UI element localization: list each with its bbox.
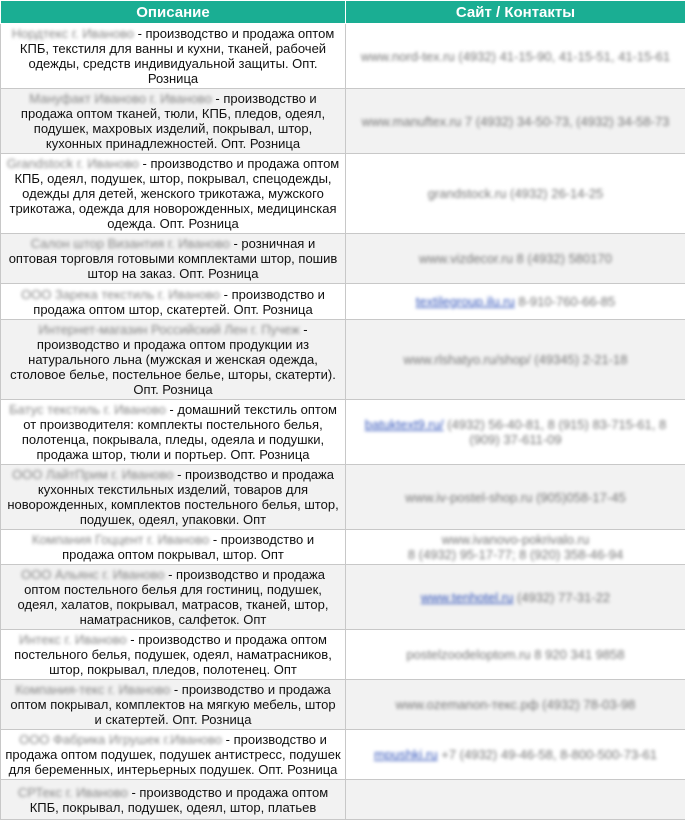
contact-info: grandstock.ru (4932) 26-14-25 xyxy=(350,186,681,201)
company-description: - производство и продажа оптом КПБ, одеял, подушек, штор, покрывал, спецодежды, одежды для детей, женского трикотажа, мужского трикотажа, одежда для новорожденных, медицинская одежда. Опт. Розница xyxy=(10,156,340,231)
company-description: - розничная и оптовая торговля готовыми комплектами штор, пошив штор на заказ. Опт. Розница xyxy=(9,236,338,281)
contact-cell xyxy=(346,780,685,820)
contact-info: www.rlshatyo.ru/shop/ (49345) 2-21-18 xyxy=(350,352,681,367)
company-name: Интернет-магазин Российский Лен г. Пучеж xyxy=(38,322,299,337)
company-name: Grandstock г. Иваново xyxy=(7,156,139,171)
table-row xyxy=(1,730,685,780)
contact-info: www.ivanovo-pokrivalo.ru xyxy=(350,532,681,547)
company-name: Батус текстиль г. Иваново xyxy=(9,402,166,417)
company-name: ООО Фабрика Игрушек г.Иваново xyxy=(19,732,222,747)
company-description: - производство и продажа оптом штор, скатертей. Опт. Розница xyxy=(33,287,325,317)
company-description: - производство и продажа оптом тканей, тюли, КПБ, пледов, одеял, подушек, махровых изделий, покрывал, штор, кухонных принадлежностей. Опт. Розница xyxy=(21,91,325,151)
header-contacts: Сайт / Контакты xyxy=(346,1,685,24)
company-name: ООО Зарека текстиль г. Иваново xyxy=(21,287,220,302)
table-row xyxy=(1,284,685,320)
description-cell xyxy=(1,680,346,730)
description-cell xyxy=(1,89,346,154)
contact-cell xyxy=(346,565,685,630)
contact-cell xyxy=(346,284,685,320)
contact-info: postelzoodeloptom.ru 8 920 341 9858 xyxy=(350,647,681,662)
table-row xyxy=(1,320,685,400)
table-row xyxy=(1,780,685,820)
contact-cell xyxy=(346,530,685,565)
company-description: - производство и продажа оптом КПБ, текстиля для ванны и кухни, тканей, рабочей одежды, средств индивидуальной защиты. Опт. Розница xyxy=(20,26,334,86)
company-name: Салон штор Византия г. Иваново xyxy=(31,236,230,251)
company-name: Мануфакт Иваново г. Иваново xyxy=(29,91,212,106)
contact-cell xyxy=(346,630,685,680)
website-link[interactable]: www.tenhotel.ru xyxy=(421,590,514,605)
table-row xyxy=(1,630,685,680)
website-link[interactable]: textilegroup.ilu.ru xyxy=(416,294,515,309)
description-cell xyxy=(1,234,346,284)
contact-cell xyxy=(346,730,685,780)
contact-info: www.manuftex.ru 7 (4932) 34-50-73, (4932) 34-58-73 xyxy=(350,114,681,129)
contact-info: www.nord-tex.ru (4932) 41-15-90, 41-15-51, 41-15-61 xyxy=(350,49,681,64)
company-name: ООО ЛайтПрим г. Иваново xyxy=(12,467,173,482)
company-description: - производство и продажа оптом постельного белья для гостиниц, подушек, одеял, халатов, покрывал, матрасов, тканей, штор, наматрасников, салфеток. Опт xyxy=(18,567,329,627)
contact-cell xyxy=(346,400,685,465)
table-body xyxy=(1,24,685,820)
company-description: - производство и продажа оптом подушек, подушек антистресс, подушек для беременных, интерьерных подушек. Опт. Розница xyxy=(5,732,340,777)
table-row xyxy=(1,89,685,154)
contact-cell xyxy=(346,465,685,530)
website-link[interactable]: mpushki.ru xyxy=(374,747,438,762)
contact-info: www.vizdecor.ru 8 (4932) 580170 xyxy=(350,251,681,266)
contact-info: www.iv-postel-shop.ru (905)058-17-45 xyxy=(350,490,681,505)
table-header-row xyxy=(1,1,685,24)
company-name: Нордтекс г. Иваново xyxy=(12,26,134,41)
description-cell xyxy=(1,284,346,320)
contact-phone: (4932) 56-40-81, 8 (915) 83-715-61, 8 (909) 37-611-09 xyxy=(447,417,666,447)
description-cell xyxy=(1,780,346,820)
contact-phone: +7 (4932) 49-46-58, 8-800-500-73-61 xyxy=(441,747,657,762)
description-cell xyxy=(1,630,346,680)
company-description: - производство и продажа оптом покрывал, комплектов на мягкую мебель, штор и скатертей. Опт. Розница xyxy=(10,682,335,727)
description-cell xyxy=(1,465,346,530)
contact-cell xyxy=(346,320,685,400)
description-cell xyxy=(1,320,346,400)
table-row xyxy=(1,24,685,89)
company-description: - производство и продажа кухонных текстильных изделий, товаров для новорожденных, комплектов постельного белья, штор, подушек, одеял, упаковки. Опт xyxy=(7,467,338,527)
company-description: - домашний текстиль оптом от производителя: комплекты постельного белья, полотенца, покрывала, пледы, одеяла и подушки, продажа штор, тюли и портьер. Опт. Розница xyxy=(22,402,337,462)
contact-cell xyxy=(346,154,685,234)
contact-phone: (4932) 77-31-22 xyxy=(517,590,610,605)
company-description: - производство и продажа оптом покрывал, штор. Опт xyxy=(62,532,314,562)
company-description: - производство и продажа оптом КПБ, покрывал, подушек, одеял, штор, платьев xyxy=(30,785,328,815)
contact-phone: 8-910-760-66-85 xyxy=(518,294,615,309)
header-description: Описание xyxy=(1,1,346,24)
company-name: Компания-текс г. Иваново xyxy=(15,682,170,697)
contact-cell xyxy=(346,24,685,89)
contact-phone: 8 (4932) 95-17-77; 8 (920) 358-46-94 xyxy=(408,547,623,562)
table-row xyxy=(1,465,685,530)
website-link[interactable]: batuktext9.ru/ xyxy=(365,417,444,432)
description-cell xyxy=(1,565,346,630)
table-row xyxy=(1,154,685,234)
table-row xyxy=(1,400,685,465)
company-name: ООО Альянс г. Иваново xyxy=(21,567,164,582)
description-cell xyxy=(1,24,346,89)
company-name: Компания Гоццент г. Иваново xyxy=(32,532,209,547)
contact-cell xyxy=(346,89,685,154)
company-description: - производство и продажа оптом продукции из натурального льна (мужская и женская одежда, столовое белье, постельное белье, шторы, скатерти). Опт. Розница xyxy=(10,322,336,397)
table-row xyxy=(1,680,685,730)
contact-info: www.ozemanon-текс.рф (4932) 78-03-98 xyxy=(350,697,681,712)
table-row xyxy=(1,530,685,565)
table-row xyxy=(1,234,685,284)
company-name: Интекс г. Иваново xyxy=(19,632,127,647)
contact-cell xyxy=(346,680,685,730)
company-name: СРТекс г. Иваново xyxy=(18,785,128,800)
description-cell xyxy=(1,730,346,780)
description-cell xyxy=(1,530,346,565)
description-cell xyxy=(1,154,346,234)
table-row xyxy=(1,565,685,630)
description-cell xyxy=(1,400,346,465)
company-description: - производство и продажа оптом постельного белья, подушек, одеял, наматрасников, штор, покрывал, пледов, полотенец. Опт xyxy=(14,632,332,677)
contact-cell xyxy=(346,234,685,284)
